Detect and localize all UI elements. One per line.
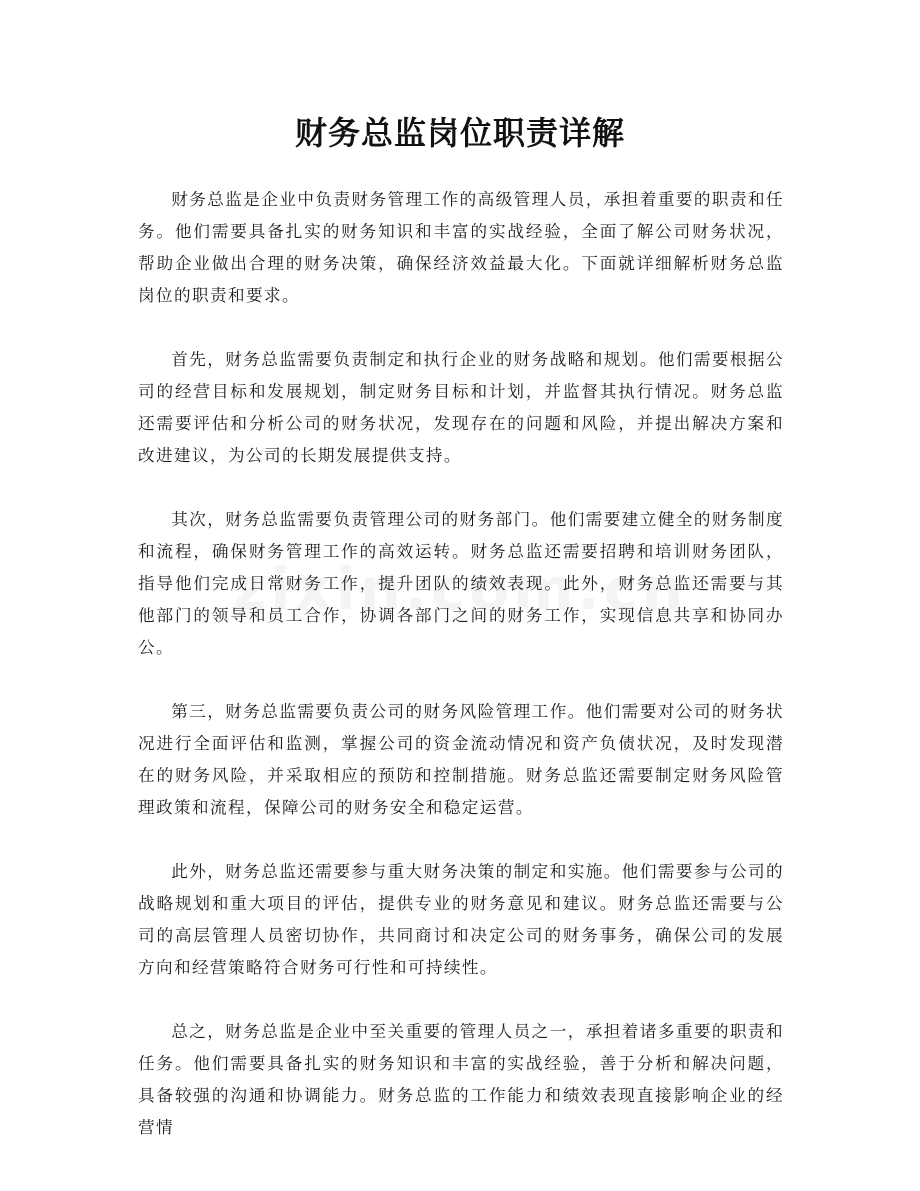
- paragraph-department: 其次，财务总监需要负责管理公司的财务部门。他们需要建立健全的财务制度和流程，确保财务管理工作的高效运转。财务总监还需要招聘和培训财务团队，指导他们完成日常财务工作，提升团队的绩效表现。此外，财务总监还需要与其他部门的领导和员工合作，协调各部门之间的财务工作，实现信息共享和协同办公。: [138, 510, 784, 657]
- paragraph-intro: 财务总监是企业中负责财务管理工作的高级管理人员，承担着重要的职责和任务。他们需要具备扎实的财务知识和丰富的实战经验，全面了解公司财务状况，帮助企业做出合理的财务决策，确保经济效益最大化。下面就详细解析财务总监岗位的职责和要求。: [138, 190, 784, 305]
- document-body: [138, 184, 784, 1176]
- paragraph-strategy: 首先，财务总监需要负责制定和执行企业的财务战略和规划。他们需要根据公司的经营目标和发展规划，制定财务目标和计划，并监督其执行情况。财务总监还需要评估和分析公司的财务状况，发现存在的问题和风险，并提出解决方案和改进建议，为公司的长期发展提供支持。: [138, 350, 784, 465]
- paragraph-risk: 第三，财务总监需要负责公司的财务风险管理工作。他们需要对公司的财务状况进行全面评估和监测，掌握公司的资金流动情况和资产负债状况，及时发现潜在的财务风险，并采取相应的预防和控制措施。财务总监还需要制定财务风险管理政策和流程，保障公司的财务安全和稳定运营。: [138, 702, 784, 817]
- page-title: 财务总监岗位职责详解: [294, 114, 625, 152]
- paragraph-summary: 总之，财务总监是企业中至关重要的管理人员之一，承担着诸多重要的职责和任务。他们需要具备扎实的财务知识和丰富的实战经验，善于分析和解决问题，具备较强的沟通和协调能力。财务总监的工作能力和绩效表现直接影响企业的经营情: [138, 1022, 784, 1137]
- paragraph-decisions: 此外，财务总监还需要参与重大财务决策的制定和实施。他们需要参与公司的战略规划和重大项目的评估，提供专业的财务意见和建议。财务总监还需要与公司的高层管理人员密切协作，共同商讨和决定公司的财务事务，确保公司的发展方向和经营策略符合财务可行性和可持续性。: [138, 862, 784, 977]
